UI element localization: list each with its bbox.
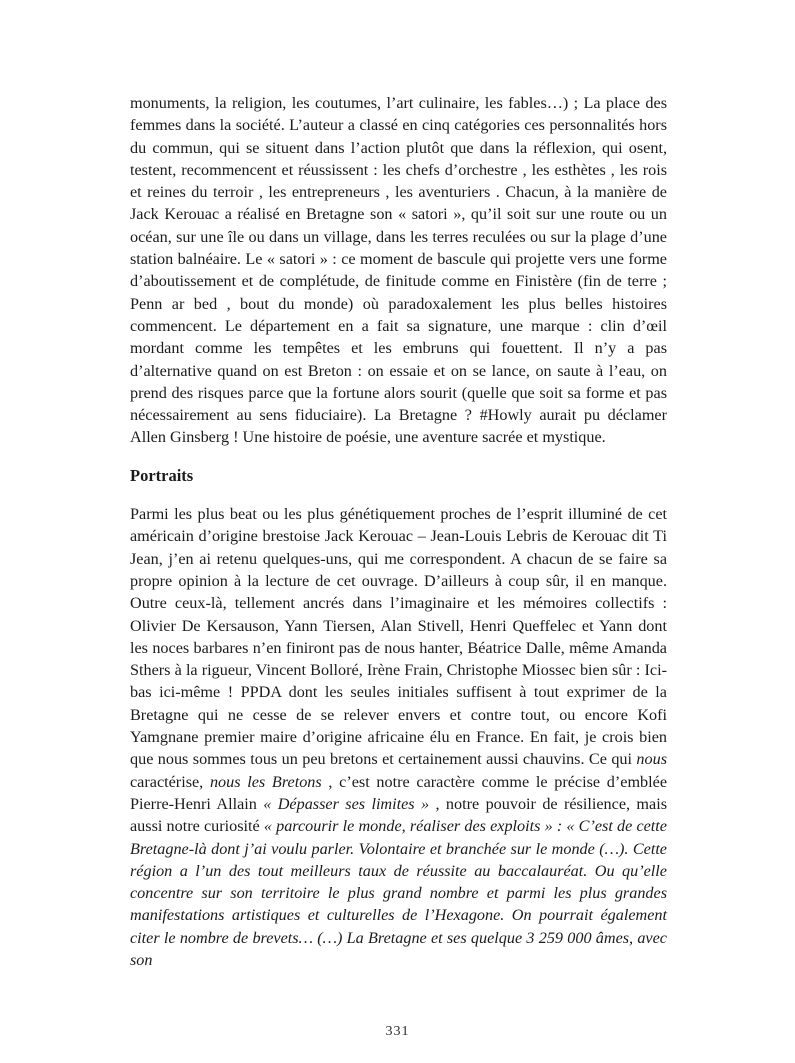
text-segment: , c’est notre caractère comme le précise d’emblée Pierre-Henri Allain: [130, 772, 668, 813]
section-heading-portraits: Portraits: [130, 465, 194, 485]
paragraph-2: [130, 503, 667, 971]
text-segment: monuments, la religion, les coutumes, l’art culinaire, les fables…) ; La place des femmes dans la société. L’auteur a classé en cinq catégories ces personnalités hors du commun, qui se situent dans l’action plutôt que dans la réflexion, qui osent, testent, recommencent et réussissent : les chefs d’orchestre , les esthètes , les rois et reines du terroir , les entrepreneurs , les aventuriers . Chacun, à la manière de Jack Kerouac a réalisé en Bretagne son « satori », qu’il soit sur une route ou un océan, sur une île ou dans un village, dans les terres reculées ou sur la plage d’une station balnéaire. Le « satori » : ce moment de bascule qui projette vers une forme d’aboutissement et de complétude, de finitude comme en Finistère (fin de terre ; Penn ar bed , bout du monde) où paradoxalement les plus belles histoires commencent. Le département en a fait sa signature, une marque : clin d’œil mordant comme les tempêtes et les embruns qui fouettent. Il n’y a pas d’alternative quand on est Breton : on essaie et on se lance, on saute à l’eau, on prend des risques parce que la fortune alors sourit (quelle que soit sa forme et pas nécessairement au sens fiduciaire). La Bretagne ? #Howly aurait pu déclamer Allen Ginsberg ! Une histoire de poésie, une aventure sacrée et mystique.: [130, 94, 667, 447]
page-number: 331: [385, 1024, 410, 1039]
text-segment: « parcourir le monde, réaliser des exploits » : « C’est de cette Bretagne-là dont j’ai voulu parler. Volontaire et branchée sur le monde (…). Cette région a l’un des tout meilleurs taux de réussite au baccalauréat. Ou qu’elle concentre sur son territoire le plus grand nombre et parmi les plus grandes manifestations artistiques et culturelles de l’Hexagone. On pourrait également citer le nombre de brevets… (…) La Bretagne et ses quelque 3 259 000 âmes, avec son: [130, 817, 667, 969]
text-segment: « Dépasser ses limites »: [263, 794, 430, 813]
text-segment: nous: [636, 750, 667, 769]
text-segment: nous les Bretons: [209, 772, 322, 791]
text-segment: caractérise,: [130, 772, 210, 791]
text-segment: , notre pouvoir de résilience, mais aussi notre curiosité: [130, 794, 668, 836]
text-segment: Parmi les plus beat ou les plus génétiquement proches de l’esprit illuminé de cet américain d’origine brestoise Jack Kerouac – Jean-Louis Lebris de Kerouac dit Ti Jean, j’en ai retenu quelques-uns, qui me correspondent. A chacun de se faire sa propre opinion à la lecture de cet ouvrage. D’ailleurs à coup sûr, il en manque. Outre ceux-là, tellement ancrés dans l’imaginaire et les mémoires collectifs : Olivier De Kersauson, Yann Tiersen, Alan Stivell, Henri Queffelec et Yann dont les noces barbares n’en finiront pas de nous hanter, Béatrice Dalle, même Amanda Sthers à la rigueur, Vincent Bolloré, Irène Frain, Christophe Miossec bien sûr : Ici-bas ici-même ! PPDA dont les seules initiales suffisent à tout exprimer de la Bretagne qui ne cesse de se relever envers et contre tout, ou encore Kofi Yamgnane premier maire d’origine africaine élu en France. En fait, je crois bien que nous sommes tous un peu bretons et certainement aussi chauvins. Ce qui: [130, 505, 667, 769]
text-block: [130, 92, 667, 971]
paragraph-1: [130, 92, 667, 449]
